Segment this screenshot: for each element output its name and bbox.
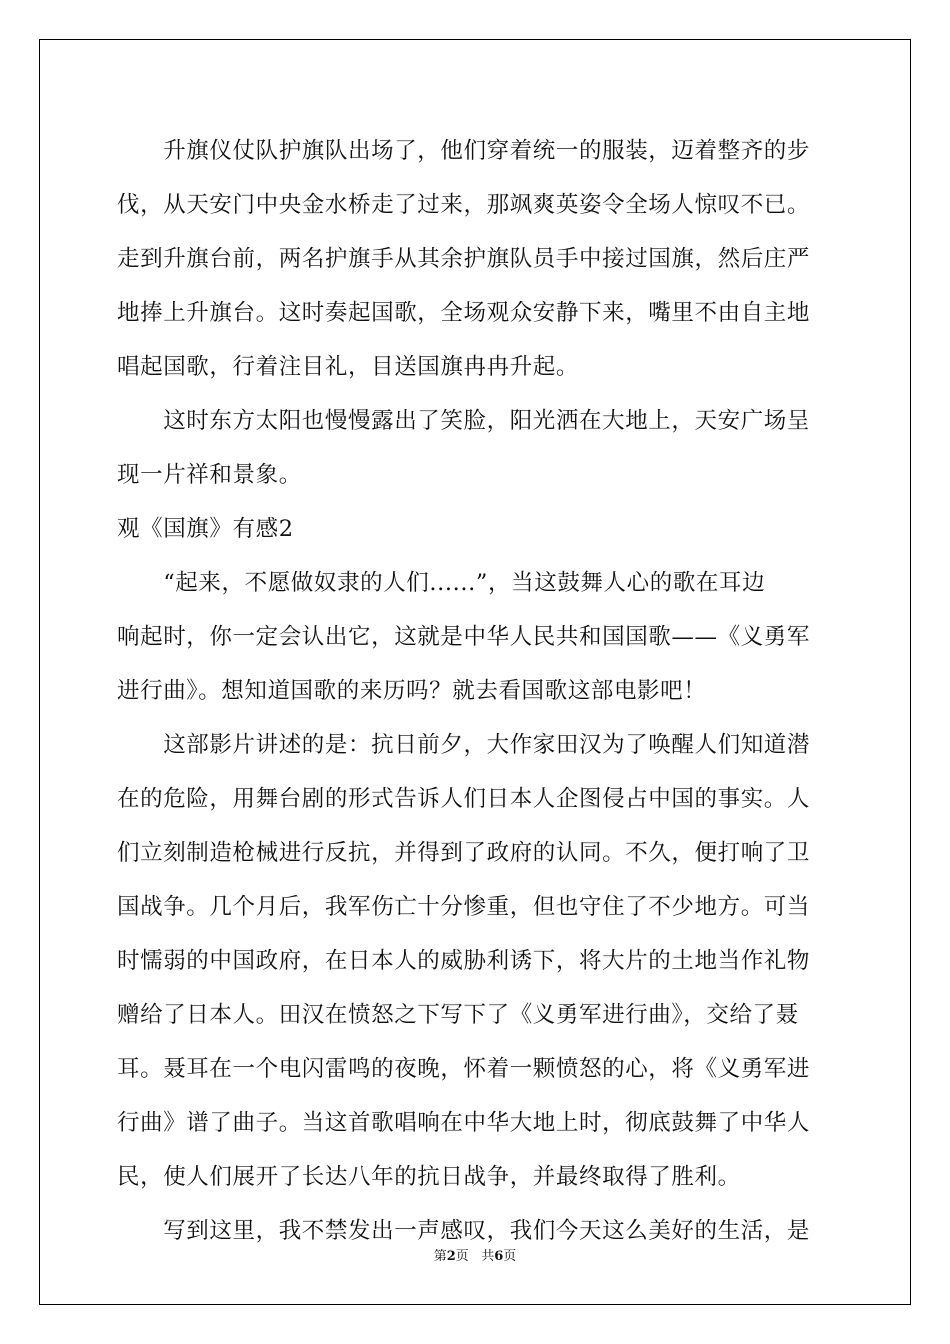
text-line: 们立刻制造枪械进行反抗，并得到了政府的认同。不久，便打响了卫 bbox=[117, 840, 811, 866]
text-line: 赠给了日本人。田汉在愤怒之下写下了《义勇军进行曲》，交给了聂 bbox=[117, 1002, 799, 1028]
text-line: 国战争。几个月后，我军伤亡十分惨重，但也守住了不少地方。可当 bbox=[117, 894, 811, 920]
text-line: 这时东方太阳也慢慢露出了笑脸，阳光洒在大地上，天安广场呈 bbox=[117, 408, 811, 434]
footer-prefix: 第 bbox=[433, 1249, 447, 1264]
text-line: 在的危险，用舞台剧的形式告诉人们日本人企图侵占中国的事实。人 bbox=[117, 786, 811, 812]
text-line: 现一片祥和景象。 bbox=[117, 462, 302, 488]
footer-page-suffix: 页 bbox=[455, 1249, 469, 1264]
text-line: 进行曲》。想知道国歌的来历吗？就去看国歌这部电影吧！ bbox=[117, 678, 707, 704]
text-line: “起来，不愿做奴隶的人们......”，当这鼓舞人心的歌在耳边 bbox=[117, 570, 766, 596]
text-line: 地捧上升旗台。这时奏起国歌，全场观众安静下来，嘴里不由自主地 bbox=[117, 300, 811, 326]
text-line: 走到升旗台前，两名护旗手从其余护旗队员手中接过国旗，然后庄严 bbox=[117, 246, 811, 272]
text-line: 时懦弱的中国政府，在日本人的威胁利诱下，将大片的土地当作礼物 bbox=[117, 948, 811, 974]
text-line: 升旗仪仗队护旗队出场了，他们穿着统一的服装，迈着整齐的步 bbox=[117, 138, 811, 164]
text-line: 民，使人们展开了长达八年的抗日战争，并最终取得了胜利。 bbox=[117, 1164, 741, 1190]
text-line: 耳。聂耳在一个电闪雷鸣的夜晚，怀着一颗愤怒的心，将《义勇军进 bbox=[117, 1056, 811, 1082]
footer-total-suffix: 页 bbox=[503, 1249, 517, 1264]
footer-page-number: 2 bbox=[446, 1249, 456, 1264]
text-line: 这部影片讲述的是：抗日前夕，大作家田汉为了唤醒人们知道潜 bbox=[117, 732, 811, 758]
text-line: 响起时，你一定会认出它，这就是中华人民共和国国歌——《义勇军 bbox=[117, 624, 811, 650]
footer-total-prefix: 共 bbox=[481, 1249, 495, 1264]
page-footer bbox=[0, 1245, 950, 1264]
footer-total-pages: 6 bbox=[494, 1249, 504, 1264]
text-line: 写到这里，我不禁发出一声感叹，我们今天这么美好的生活，是 bbox=[117, 1218, 811, 1244]
text-line: 唱起国歌，行着注目礼，目送国旗冉冉升起。 bbox=[117, 354, 580, 380]
text-line: 行曲》谱了曲子。当这首歌唱响在中华大地上时，彻底鼓舞了中华人 bbox=[117, 1110, 811, 1136]
text-line: 伐，从天安门中央金水桥走了过来，那飒爽英姿令全场人惊叹不已。 bbox=[117, 192, 811, 218]
section-heading: 观《国旗》有感2 bbox=[117, 516, 294, 542]
